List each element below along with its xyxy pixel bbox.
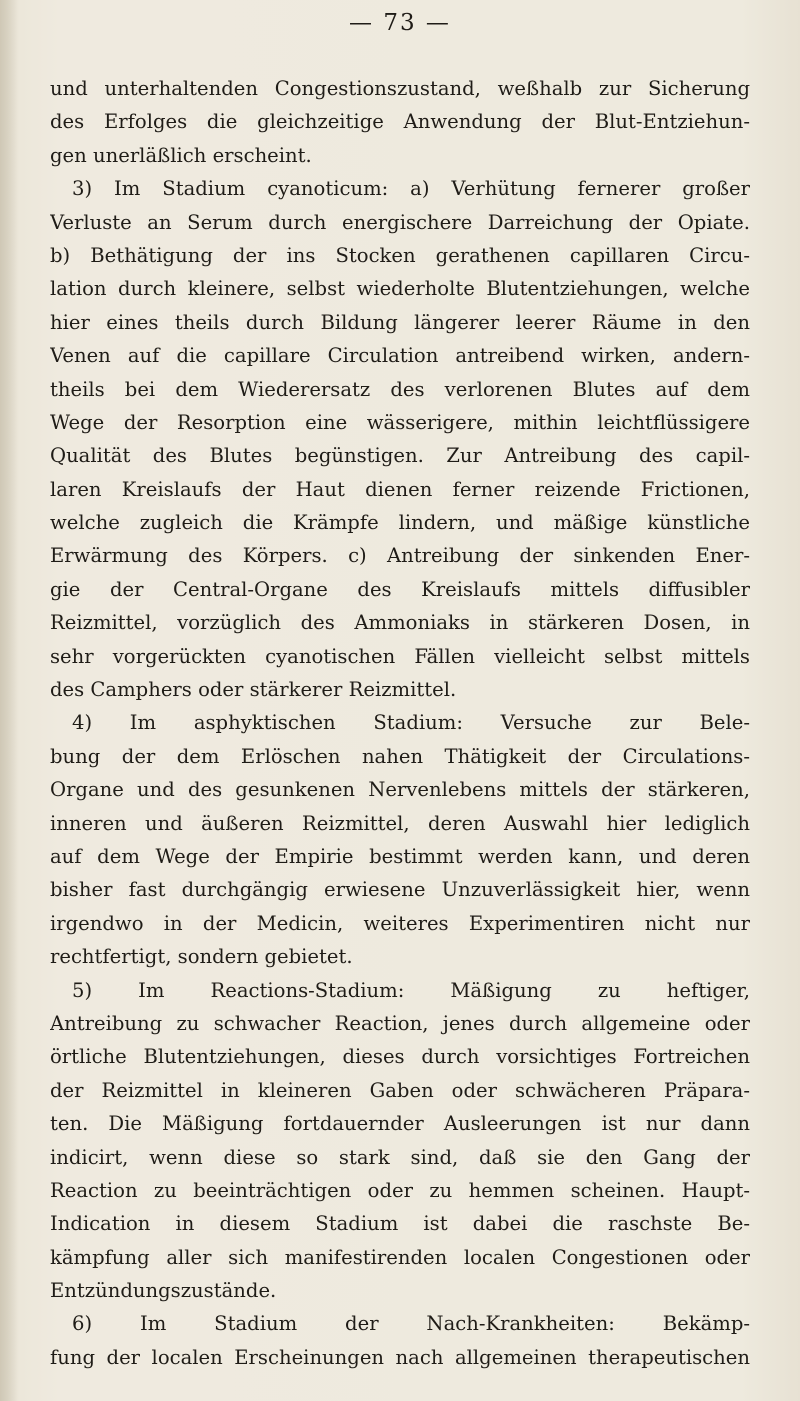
text-line: Organe und des gesunkenen Nervenlebens mittels der stärkeren, xyxy=(50,778,750,802)
text-line: laren Kreislaufs der Haut dienen ferner reizende Frictionen, xyxy=(50,477,750,501)
text-line: bisher fast durchgängig erwiesene Unzuverlässigkeit hier, wenn xyxy=(50,878,750,902)
text-line: Reaction zu beeinträchtigen oder zu hemmen scheinen. Haupt- xyxy=(50,1178,750,1202)
text-line: sehr vorgerückten cyanotischen Fällen vielleicht selbst mittels xyxy=(50,644,750,668)
text-line: gie der Central-Organe des Kreislaufs mittels diffusibler xyxy=(50,577,750,601)
text-line: des Erfolges die gleichzeitige Anwendung der Blut-Entziehun- xyxy=(50,110,750,134)
text-line: örtliche Blutentziehungen, dieses durch vorsichtiges Fortreichen xyxy=(50,1045,750,1069)
text-line: Reizmittel, vorzüglich des Ammoniaks in stärkeren Dosen, in xyxy=(50,611,750,635)
text-line: und unterhaltenden Congestionszustand, weßhalb zur Sicherung xyxy=(50,77,750,100)
text-line: Antreibung zu schwacher Reaction, jenes durch allgemeine oder xyxy=(50,1011,750,1035)
text-line: 4) Im asphyktischen Stadium: Versuche zur Bele- xyxy=(72,711,750,735)
text-line: 3) Im Stadium cyanoticum: a) Verhütung fernerer großer xyxy=(72,177,750,201)
text-line: 5) Im Reactions-Stadium: Mäßigung zu heftiger, xyxy=(72,978,750,1002)
text-line: fung der localen Erscheinungen nach allgemeinen therapeutischen xyxy=(50,1345,750,1369)
text-line: kämpfung aller sich manifestirenden localen Congestionen oder xyxy=(50,1245,750,1269)
text-line: theils bei dem Wiederersatz des verlorenen Blutes auf dem xyxy=(50,377,750,401)
text-line: Entzündungszustände. xyxy=(50,1279,277,1303)
text-line: Erwärmung des Körpers. c) Antreibung der sinkenden Ener- xyxy=(50,544,750,568)
text-line: Wege der Resorption eine wässerigere, mithin leichtflüssigere xyxy=(50,410,750,434)
text-line: ten. Die Mäßigung fortdauernder Ausleerungen ist nur dann xyxy=(50,1112,750,1136)
text-line: lation durch kleinere, selbst wiederholte Blutentziehungen, welche xyxy=(50,277,750,301)
text-line: gen unerläßlich erscheint. xyxy=(50,143,312,167)
body-text xyxy=(50,72,750,1374)
text-line: b) Bethätigung der ins Stocken gerathenen capillaren Circu- xyxy=(50,243,750,267)
page-number: — 73 — xyxy=(349,10,451,36)
text-line: irgendwo in der Medicin, weiteres Experimentiren nicht nur xyxy=(50,911,750,935)
text-line: 6) Im Stadium der Nach-Krankheiten: Bekämp- xyxy=(72,1312,750,1336)
spine-shadow xyxy=(0,0,18,1401)
text-line: hier eines theils durch Bildung längerer leerer Räume in den xyxy=(50,310,750,334)
text-line: Venen auf die capillare Circulation antreibend wirken, andern- xyxy=(50,344,750,368)
text-line: rechtfertigt, sondern gebietet. xyxy=(50,945,353,969)
text-line: Verluste an Serum durch energischere Darreichung der Opiate. xyxy=(50,210,750,234)
text-line: Indication in diesem Stadium ist dabei die raschste Be- xyxy=(50,1212,750,1236)
text-line: welche zugleich die Krämpfe lindern, und mäßige künstliche xyxy=(50,511,750,535)
text-line: bung der dem Erlöschen nahen Thätigkeit der Circulations- xyxy=(50,744,750,768)
text-line: inneren und äußeren Reizmittel, deren Auswahl hier lediglich xyxy=(50,811,750,835)
text-line: indicirt, wenn diese so stark sind, daß sie den Gang der xyxy=(50,1145,750,1169)
text-line: des Camphers oder stärkerer Reizmittel. xyxy=(50,678,457,702)
text-line: Qualität des Blutes begünstigen. Zur Antreibung des capil- xyxy=(50,444,750,468)
text-line: der Reizmittel in kleineren Gaben oder schwächeren Präpara- xyxy=(50,1078,750,1102)
text-line: auf dem Wege der Empirie bestimmt werden kann, und deren xyxy=(50,844,750,868)
